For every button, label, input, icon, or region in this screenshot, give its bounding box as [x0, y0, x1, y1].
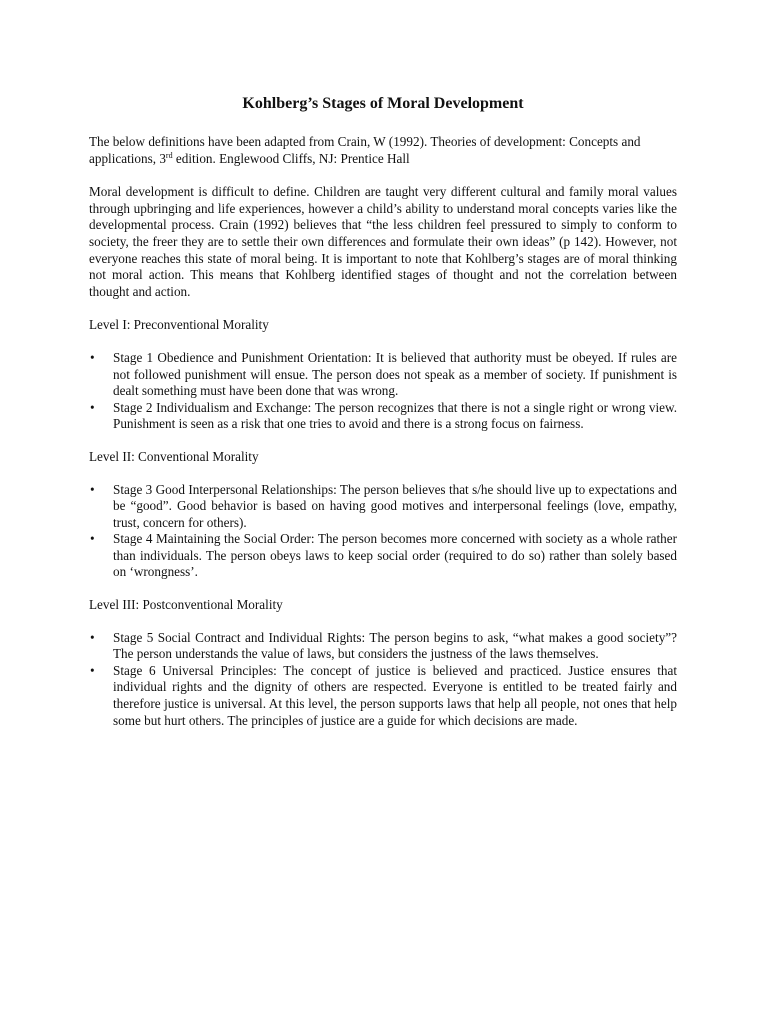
citation-paragraph [89, 134, 677, 167]
level-2-heading: Level II: Conventional Morality [89, 448, 259, 464]
bullet-glyph: • [90, 349, 95, 365]
level-1-stage-list [89, 350, 677, 433]
stage-4-item [89, 531, 677, 581]
citation-text-end: edition. Englewood Cliffs, NJ: Prentice Hall [172, 150, 410, 166]
stage-2-item [89, 400, 677, 433]
stage-6-item [89, 663, 677, 729]
stage-3-item [89, 482, 677, 532]
stage-2-text: Stage 2 Individualism and Exchange: The person recognizes that there is not a single right or wrong view. Punishment is seen as a risk that one tries to avoid and there is a strong focus on fairness. [113, 399, 677, 432]
level-2-stage-list [89, 482, 677, 582]
stage-5-item [89, 630, 677, 663]
citation-text: The below definitions have been adapted from Crain, W (1992). Theories of development: Concepts and applications, 3 [89, 134, 641, 166]
edition-superscript: rd [165, 150, 173, 160]
bullet-glyph: • [90, 629, 95, 645]
bullet-glyph: • [90, 662, 95, 678]
intro-paragraph: Moral development is difficult to define. Children are taught very different cultural and family moral values through upbringing and life experiences, however a child’s ability to understand moral concepts varies like the developmental process. Crain (1992) believes that “the less children feel pressured to simply to conform to society, the freer they are to settle their own differences and formulate their own ideas” (p 142). However, not everyone reaches this state of moral being. It is important to note that Kohlberg’s stages are of moral thinking not moral action. This means that Kohlberg identified stages of thought and not the correlation between thought and action. [89, 184, 677, 299]
stage-3-text: Stage 3 Good Interpersonal Relationships: The person believes that s/he should live up to expectations and be “good”. Good behavior is based on having good motives and interpersonal feelings (love, empathy, trust, concern for others). [113, 481, 677, 530]
bullet-glyph: • [90, 481, 95, 497]
document-title: Kohlberg’s Stages of Moral Development [242, 95, 524, 112]
level-3-heading: Level III: Postconventional Morality [89, 597, 283, 613]
bullet-glyph: • [90, 531, 95, 547]
stage-4-text: Stage 4 Maintaining the Social Order: The person becomes more concerned with society as a whole rather than individuals. The person obeys laws to keep social order (required to do so) rather than solely based on ‘wrongness’. [113, 531, 677, 580]
stage-1-text: Stage 1 Obedience and Punishment Orientation: It is believed that authority must be obeyed. If rules are not followed punishment will ensue. The person does not speak as a member of society. If punishment is dealt something must have been done that was wrong. [113, 349, 677, 399]
document-content [89, 94, 677, 745]
level-3-stage-list [89, 630, 677, 730]
stage-6-text: Stage 6 Universal Principles: The concept of justice is believed and practiced. Justice ensures that individual rights and the dignity of others are respected. Everyone is entitled to be treated fairly and therefore justice is universal. At this level, the person supports laws that help all people, not ones that help some but hurt others. The principles of justice are a guide for which decisions are made. [113, 662, 677, 728]
level-1-heading: Level I: Preconventional Morality [89, 317, 269, 333]
stage-1-item [89, 350, 677, 400]
stage-5-text: Stage 5 Social Contract and Individual Rights: The person begins to ask, “what makes a good society”? The person understands the value of laws, but considers the justness of the laws themselves. [113, 629, 677, 662]
bullet-glyph: • [90, 399, 95, 415]
